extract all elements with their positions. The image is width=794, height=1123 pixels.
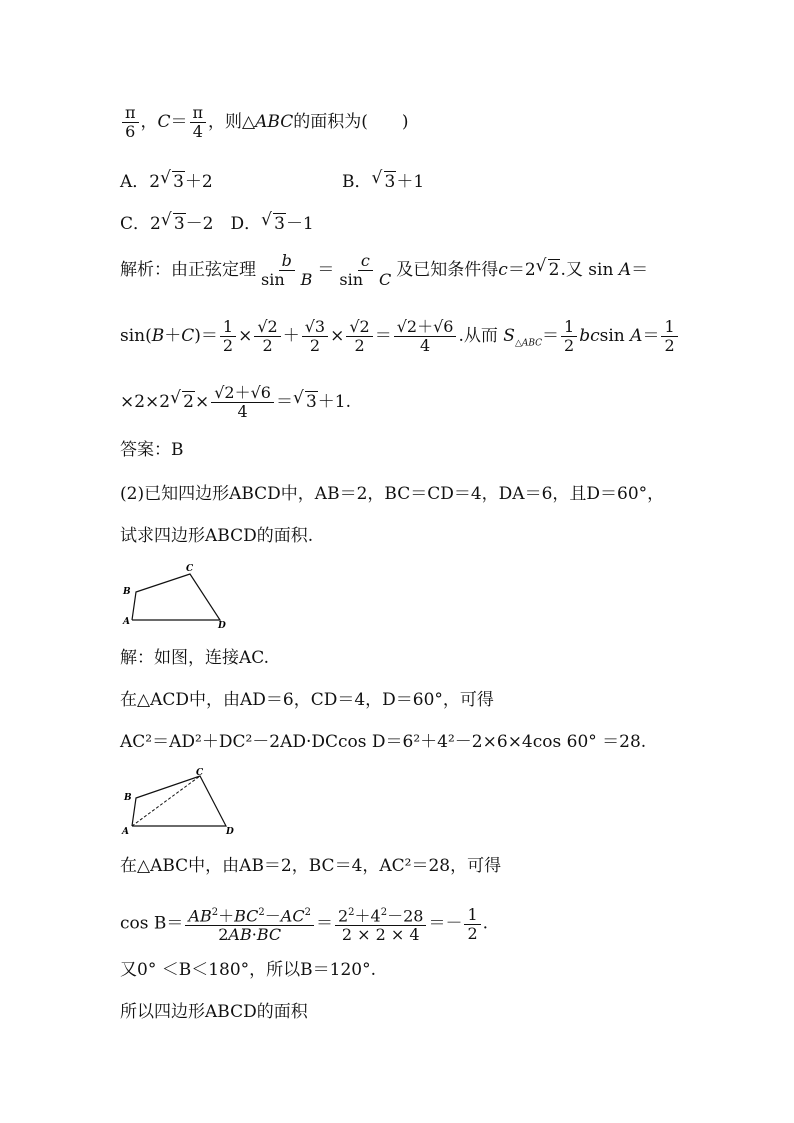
solution2-line1: 解：如图，连接AC. — [120, 648, 270, 668]
solution1-line2: sin(B＋C)＝ $\frac{1}{2}$ × $\frac{√2}{2}$ ＋ $\frac{√3}{2}$ × $\frac{√2}{2}$ ＝ $\frac{√2+√6}{4}$ .从而 $S_{\triangle ABC}=$ $\frac{1}{2}$ bcsin A＝ $\frac{1}{2}$ — [120, 318, 680, 355]
solution2-line4: 在△ABC中，由AB＝2，BC＝4，AC²＝28，可得 — [120, 856, 502, 876]
answer-line: 答案：B — [120, 440, 184, 460]
fraction-b-sinb: $\frac{b}{\text{sin B}}$ — [261, 251, 313, 289]
option-b: B． √ 3＋1 — [342, 168, 425, 192]
quadrilateral-figure-2 — [118, 766, 242, 838]
solution2-line2: 在△ACD中，由AD＝6，CD＝4，D＝60°，可得 — [120, 690, 494, 710]
fig2-label-b: B — [124, 793, 132, 803]
problem2-line2: 试求四边形ABCD的面积. — [120, 526, 314, 546]
option-a: A．2 √ 3＋2 — [120, 168, 213, 192]
cosb-lead: cos B＝ — [120, 913, 184, 934]
fig1-label-b: B — [123, 587, 131, 597]
fig2-label-c: C — [196, 768, 204, 778]
fraction-pi-6: $\frac{\pi}{6}$ — [122, 104, 139, 141]
fig1-label-d: D — [218, 621, 226, 631]
solution1-prefix: 解析：由正弦定理 — [120, 260, 256, 280]
fraction-c-sinc: $\frac{c}{\text{sin C}}$ — [339, 251, 392, 289]
fig1-label-c: C — [186, 564, 194, 574]
fraction-cosb-formula: $\frac{AB^2+BC^2-AC^2}{2AB\cdot BC}$ — [185, 904, 314, 944]
fig2-label-a: A — [122, 827, 129, 837]
solution1-from: .从而 — [458, 326, 498, 346]
solution1-mid: 及已知条件得 — [396, 260, 499, 280]
solution2-line5: cos B＝ $\frac{AB^2+BC^2-AC^2}{2AB\cdot BC}$ ＝ $\frac{2^2+4^2-28}{2 \times 2 \times 4}$ ＝－ $\frac{1}{2}$ . — [120, 904, 489, 945]
fraction-cosb-values: $\frac{2^2+4^2-28}{2 \times 2 \times 4}$ — [335, 904, 427, 944]
fraction-pi-4: $\frac{\pi}{4}$ — [190, 104, 207, 141]
fig2-label-d: D — [226, 827, 234, 837]
solution2-line7: 所以四边形ABCD的面积 — [120, 1002, 308, 1022]
problem2-line1: (2)已知四边形ABCD中，AB＝2，BC＝CD＝4，DA＝6，且D＝60°， — [120, 484, 665, 504]
option-c-d: C．2 √ 3－2 D． √ 3－1 — [120, 210, 314, 234]
quadrilateral-figure-1 — [118, 562, 238, 632]
solution2-line6: 又0° ＜B＜180°，所以B＝120°. — [120, 960, 377, 980]
question-header: $\frac{\pi}{6}$ ，C＝ $\frac{\pi}{4}$ ，则△ABC的面积为( ) — [120, 104, 408, 141]
solution2-line3: AC²＝AD²＋DC²－2AD·DCcos D＝6²＋4²－2×6×4cos 60° ＝28. — [120, 732, 647, 752]
solution1-line3: ×2×2 √ 2× $\frac{√2+√6}{4}$ ＝ √ 3＋1. — [120, 383, 352, 421]
solution1-line1: 解析：由正弦定理 $\frac{b}{\text{sin B}}$ ＝ $\frac{c}{\text{sin C}}$ 及已知条件得c＝2 √ 2.又 sin A＝ — [120, 251, 649, 289]
fig1-label-a: A — [123, 617, 130, 627]
